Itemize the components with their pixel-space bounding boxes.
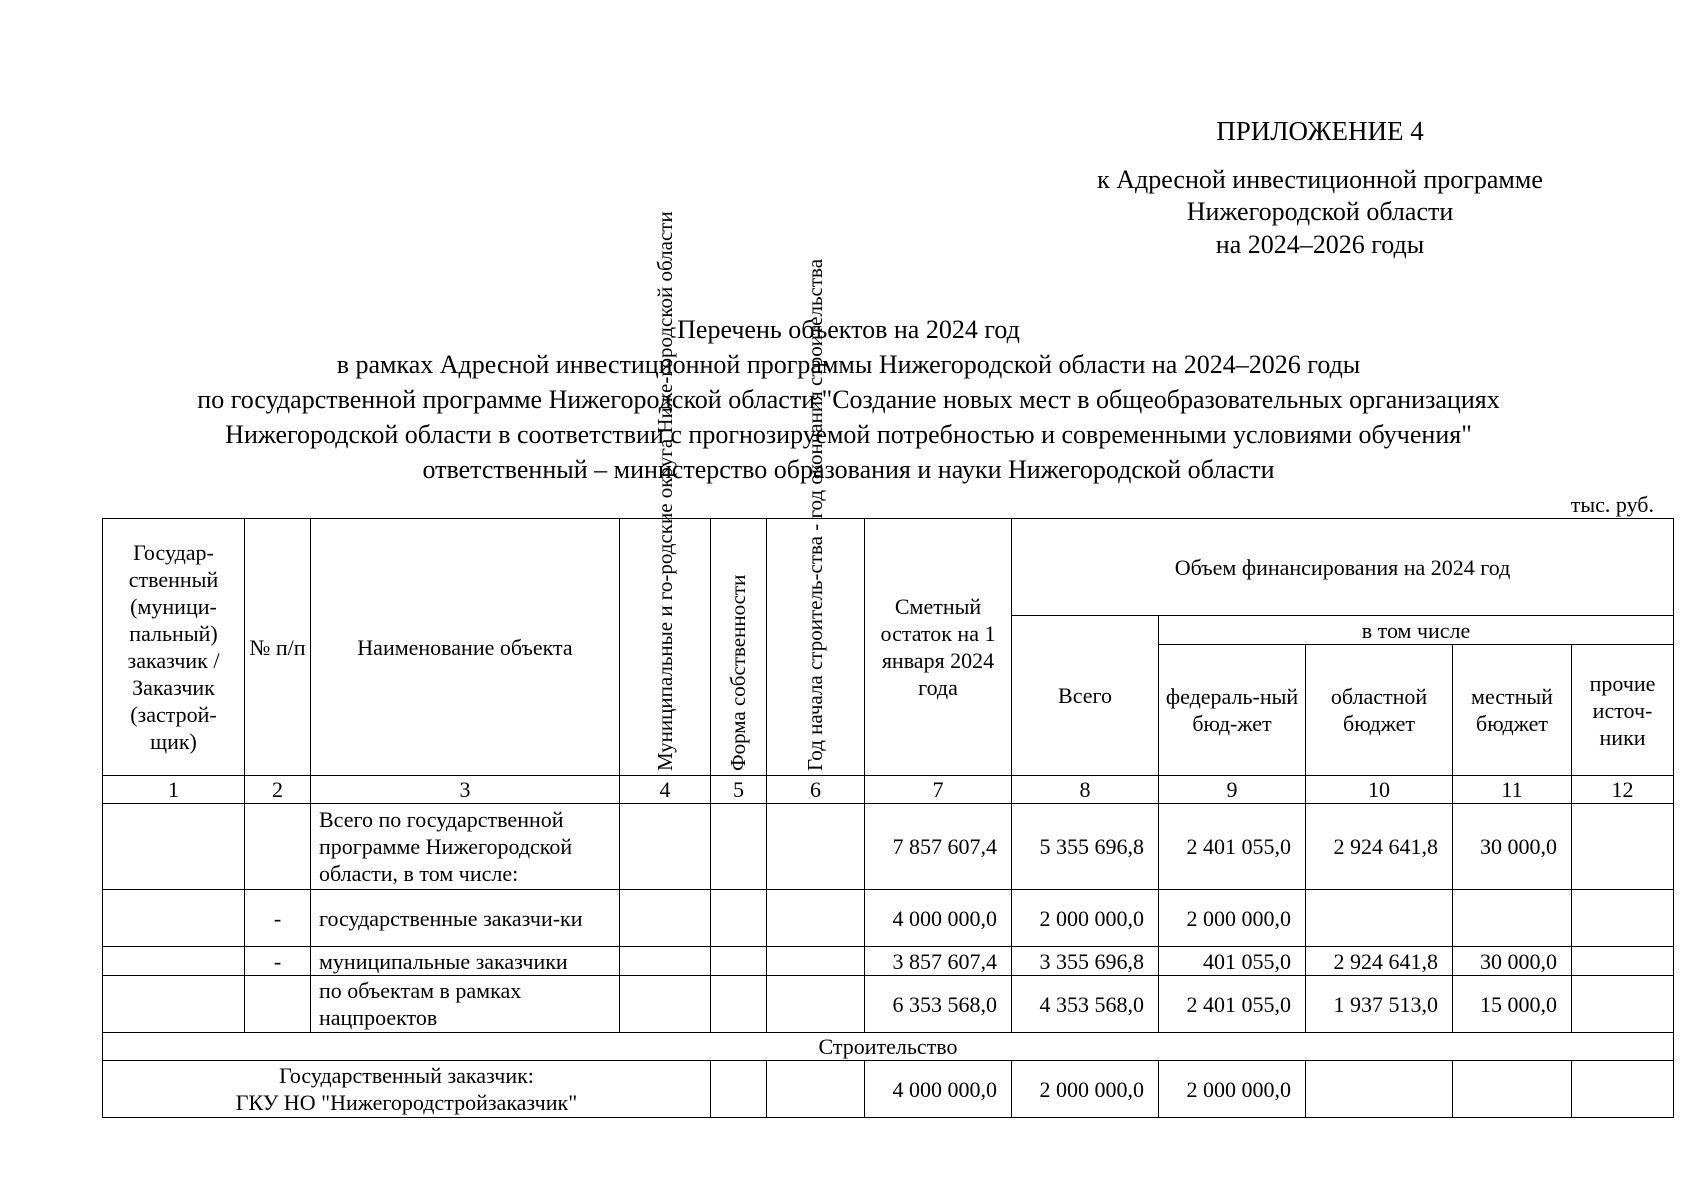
row-estimate: 7 857 607,4 (865, 804, 1012, 890)
section-row (103, 1033, 1674, 1061)
row-other (1572, 947, 1674, 976)
row-local (1453, 890, 1572, 947)
table-row (103, 947, 1674, 976)
document-heading (100, 312, 1597, 487)
header-federal: федераль-ный бюд-жет (1159, 645, 1306, 776)
heading-line: Перечень объектов на 2024 год (677, 315, 1020, 344)
row-regional: 2 924 641,8 (1306, 804, 1453, 890)
row-number: - (245, 890, 311, 947)
customer-label-line: Государственный заказчик: (279, 1063, 534, 1088)
row-estimate: 6 353 568,0 (865, 976, 1012, 1033)
header-financing: Объем финансирования на 2024 год (1012, 519, 1674, 616)
column-number-row (103, 776, 1674, 804)
heading-line: в рамках Адресной инвестиционной программы Нижегородской области на 2024–2026 годы (336, 350, 1361, 379)
appendix-line: Нижегородской области (1186, 197, 1454, 226)
column-number: 2 (245, 776, 311, 804)
row-number: - (245, 947, 311, 976)
row-local: 30 000,0 (1453, 947, 1572, 976)
column-number: 4 (620, 776, 711, 804)
column-number: 3 (311, 776, 620, 804)
table-row (103, 976, 1674, 1033)
row-number (245, 804, 311, 890)
column-number: 11 (1453, 776, 1572, 804)
row-federal: 2 000 000,0 (1159, 1061, 1306, 1118)
row-total: 2 000 000,0 (1012, 890, 1159, 947)
row-local: 15 000,0 (1453, 976, 1572, 1033)
column-number: 8 (1012, 776, 1159, 804)
header-including: в том числе (1159, 616, 1674, 645)
units-label: тыс. руб. (1570, 492, 1654, 517)
row-other (1572, 976, 1674, 1033)
customer-org: ГКУ НО "Нижегородстройзаказчик" (235, 1090, 578, 1115)
column-number: 1 (103, 776, 245, 804)
header-estimate: Сметный остаток на 1 января 2024 года (865, 519, 1012, 776)
row-total: 3 355 696,8 (1012, 947, 1159, 976)
heading-line: ответственный – министерство образования и науки Нижегородской области (422, 455, 1275, 484)
appendix-title: ПРИЛОЖЕНИЕ 4 (1216, 116, 1424, 146)
row-estimate: 4 000 000,0 (865, 890, 1012, 947)
row-number (245, 976, 311, 1033)
row-estimate: 4 000 000,0 (865, 1061, 1012, 1118)
row-name: по объектам в рамках нацпроектов (311, 976, 620, 1033)
table-row (103, 890, 1674, 947)
row-name: Всего по государственной программе Нижегородской области, в том числе: (311, 804, 620, 890)
table-row (103, 804, 1674, 890)
row-other (1572, 890, 1674, 947)
column-number: 7 (865, 776, 1012, 804)
header-municipality: Муниципальные и го-родские округа Ниже-городской области (620, 519, 711, 776)
customer-label (103, 1061, 711, 1118)
header-ownership: Форма собственности (711, 519, 767, 776)
row-federal: 2 000 000,0 (1159, 890, 1306, 947)
row-regional (1306, 1061, 1453, 1118)
header-regional: областной бюджет (1306, 645, 1453, 776)
column-number: 6 (767, 776, 865, 804)
row-name: муниципальные заказчики (311, 947, 620, 976)
column-number: 5 (711, 776, 767, 804)
row-other (1572, 804, 1674, 890)
header-local: местный бюджет (1453, 645, 1572, 776)
row-federal: 2 401 055,0 (1159, 804, 1306, 890)
appendix-line: к Адресной инвестиционной программе (1097, 165, 1543, 194)
row-total: 2 000 000,0 (1012, 1061, 1159, 1118)
heading-line: по государственной программе Нижегородской области "Создание новых мест в общеобразовательных организациях (197, 385, 1500, 414)
row-regional (1306, 890, 1453, 947)
row-federal: 401 055,0 (1159, 947, 1306, 976)
heading-line: Нижегородской области в соответствии с прогнозируемой потребностью и современными условиями обучения" (225, 420, 1472, 449)
section-title: Строительство (103, 1033, 1674, 1061)
row-other (1572, 1061, 1674, 1118)
header-other: прочие источ-ники (1572, 645, 1674, 776)
header-years: Год начала строитель-ства - год окончания строительства (767, 519, 865, 776)
row-local: 30 000,0 (1453, 804, 1572, 890)
row-total: 4 353 568,0 (1012, 976, 1159, 1033)
header-object-name: Наименование объекта (311, 519, 620, 776)
appendix-line: на 2024–2026 годы (1215, 230, 1425, 259)
header-customer: Государ-ственный (муници-пальный) заказчик / Заказчик (застрой-щик) (103, 519, 245, 776)
row-regional: 1 937 513,0 (1306, 976, 1453, 1033)
row-regional: 2 924 641,8 (1306, 947, 1453, 976)
column-number: 12 (1572, 776, 1674, 804)
column-number: 9 (1159, 776, 1306, 804)
customer-row (103, 1061, 1674, 1118)
header-number: № п/п (245, 519, 311, 776)
row-federal: 2 401 055,0 (1159, 976, 1306, 1033)
row-local (1453, 1061, 1572, 1118)
row-estimate: 3 857 607,4 (865, 947, 1012, 976)
column-number: 10 (1306, 776, 1453, 804)
row-total: 5 355 696,8 (1012, 804, 1159, 890)
row-name: государственные заказчи-ки (311, 890, 620, 947)
header-total: Всего (1012, 616, 1159, 776)
